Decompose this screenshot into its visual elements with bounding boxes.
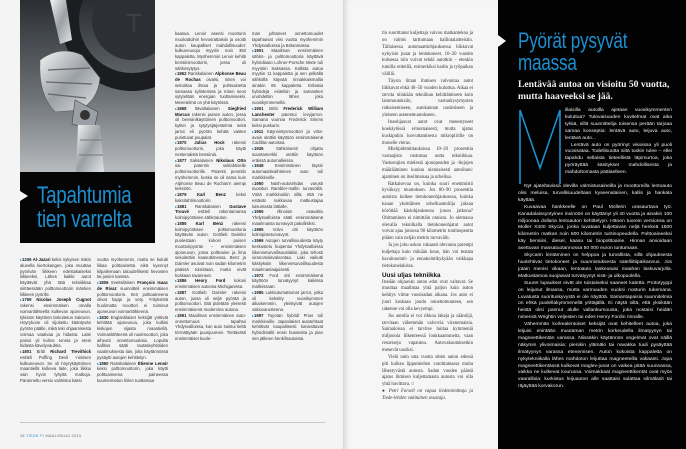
timeline-entry xyxy=(20,349,91,384)
timeline-text: rakensi kolmipyöräisen polttomoottoria käyttävän auton. Gottlieb Daimler puolestaan kokosi puisen moottoripyörän – ensimmäisen ajoneuvon, jossa polttoaine ja ilma sekoitettiin kaasuttimessa. Benz ja Daimler asuivat noin sadan kilometrin päässä toisistaan, mutta eivät koskaan tavanneet. xyxy=(175,220,246,278)
timeline-column-3 xyxy=(175,31,246,342)
bullet-arrow-icon: ▸ xyxy=(252,146,255,151)
bullet-arrow-icon: ▸ xyxy=(20,257,23,262)
timeline-entry xyxy=(252,31,323,48)
timeline-entry xyxy=(252,48,323,106)
article-paragraph: Itseohjaavat autot ovat menestyneet koekäytössä erinomaisesti, mutta ajatus kuskipukin luovuttamisesta mikropiirille on monelle vieras. xyxy=(382,119,473,146)
sidebar-paragraph: Skycarin lentäminen on helppoa ja turvallista, sillä ohjauksesta huolehtivat tietokoneet ja suunnistuksesta satelliittipaikannus. Jos jotain menisi vikaan, lentoauto laskeutuisi maahan laskuvarjolla. Matkustamoa suojaavat turvatyynyt sisä- ja ulkopuolella. xyxy=(518,253,672,279)
timeline-year: 1885 xyxy=(177,220,187,226)
article-paragraph: Mielipidemittauksissa 10–20 prosenttia vastaajista vastustaa uutta tekniikkaa. Vastustajien mielestä ajonopeuden ja -linjojen määrääminen kuuluu olennaisesti autoiluun: ajaminen on itseilmaisua ja urheilua. xyxy=(382,147,473,180)
timeline-column-1 xyxy=(20,257,91,384)
timeline-entry xyxy=(252,146,323,163)
drop-cap-letter: M xyxy=(518,108,519,109)
timeline-text: man johtaneet onnettomuudet tapahtuivat viisi vuotta myöhemmin Yhdysvalloissa ja Britanniassa. xyxy=(252,31,323,48)
timeline-entry xyxy=(175,106,246,141)
timeline-year: 1868 xyxy=(177,105,187,111)
timeline-entry xyxy=(175,140,246,157)
timeline-text: oivalsi, miten voi sekoittaa ilmaa ja polttoainetta samassa sylinterissä ja miten seos sytytetään energian tuottamiseksi. Menetelmä on yhä käytössä. xyxy=(175,77,246,105)
timeline-text: Maailman ensimmäinen auto-onnettomuus tapahtui Yhdysvalloissa, kun auto suistui tieltä törmättyään puunjuureen. Tiettävästi ensimmäiset kuole- xyxy=(175,312,246,341)
timeline-text: suunnitteli ensimmäisen polttomoottorin. Sen polttoaineena olivat happi ja vety. Yrityksistä huolimatta moottori ei toiminut ajoneuvon voimanlähteenä. xyxy=(97,285,168,314)
timeline-entry xyxy=(252,209,323,226)
author-byline: ● Petri Forsell on vapaa tiedetoimittaja ja Tiede-lehden vakituinen avustaja. xyxy=(382,389,473,401)
sidebar-notch-arrow xyxy=(498,35,506,47)
section-title-line2: tien varrelta xyxy=(37,205,132,233)
timeline-entry xyxy=(252,163,323,180)
timeline-column-2 xyxy=(97,257,168,384)
timeline-name: Henry Ford xyxy=(195,278,226,284)
timeline-entry xyxy=(97,361,168,384)
timeline-year: 1881 xyxy=(177,203,187,209)
timeline-text: keksi polttomoottorin, joka käytti polttoaineena paineessa kuumennetun hiilen tuottamaa xyxy=(97,366,168,383)
timeline-entry xyxy=(252,181,323,210)
bullet-arrow-icon: ▸ xyxy=(252,163,255,169)
bullet-arrow-icon: ▸ xyxy=(175,203,178,209)
bullet-arrow-icon: ▸ xyxy=(97,314,100,320)
timeline-entry xyxy=(20,297,91,349)
bullet-arrow-icon: ▸ xyxy=(175,278,178,284)
timeline-year: 1870 xyxy=(177,140,187,146)
article-paragraph: tin suorittanut kuljettaja valvoo matkantekoa ja on valmis tarttumaan hallintalaitteisiin. Tällaisessa automaattiohjauksessa liikkuvat nykyisin junat ja lentokoneet. 10–20 vuoden kuluessa niin voivat tehdä autotkin – etenkin tutuilla reiteillä, esimerkiksi kodin ja työpaikan välillä. xyxy=(382,31,473,78)
timeline-year: 1801 xyxy=(22,349,32,354)
timeline-name: Karl Benz xyxy=(196,192,226,197)
sidebar-intro-paragraph-2: Lentävä auto on pyörinyt visioissa yli puoli vuosisataa. Todellisuutta siitä tuskin tulee – ellei tapahdu sellaista tieteellistä läpimurtoa, joka pyöräyttää käsitykset mahdollisesta ja mahdottomasta päälaelleen. xyxy=(565,142,672,176)
timeline-text: patentoi levyjarrun. Samana vuonna Frederick Simms keksi puskurin. xyxy=(252,111,323,128)
bullet-arrow-icon: ▸ xyxy=(175,71,178,77)
article-paragraph: Ratkaisevaa on, kuinka suuri enemmistö hyväksyy muutoksen. Jos 80–90 prosenttia autoista kulkee tietokoneohjauksessa, kuinka kauan yksittäinen urheiluautoilija jaksaa köröttää käsiohjauksessa jonon jatkona? Ohittaminen ei nimittäin onnistu. Jo olemassa olevalla tekniikalla tietokoneohjatut autot voivat ajaa jonossa 90 kilometrin tuntinopeutta pitäen vain neljän metrin turvavälit. xyxy=(382,181,473,242)
bullet-arrow-icon: ▸ xyxy=(175,220,178,226)
article-paragraph: Ja jos joku uskoo vakaasti olevansa parempi kuljettaja kuin mikään kone, hän voi testata havainnointi- ja ennakointikykyään vaikkapa tietokonelakissa. xyxy=(382,243,473,269)
timeline-text: esitteli rakentamansa kolmipyöräisen sähköauton. xyxy=(175,209,246,220)
timeline-year: 1886 xyxy=(177,278,187,284)
timeline-text: kaasua. Lenoir asensi moottorin muokattuihin hevosrattaisiin ja osoitti auton kaupalliset mahdollisuudet: kulkuneuvoja myytiin noin 350 kappaletta. Myöhemmin Lenoir kehitti bensiinimoottorin, jossa oli sähkösytytys. xyxy=(175,31,246,71)
sidebar-paragraph: Kuvaavaa hankkeelle on Paul Mollerin urasaurtava työ. Kanadalaissyntyinen insinööri on käyttänyt yli 40 vuotta ja ainakin 100 miljoonaa dollaria lentoauton kehittelyyn. Hänen tuorein versionsa on Moller X400 Skycar, jonka luvataan kuljettavan neljä henkeä 1500 kilometrin matkan noin 600 kilometrin tuntinopeudella. Polttoaineeksi käy bensiini, diesel, kaasu tai biopolttoaine. Hinnan arvioidaan asettuvan massatuotannossa 50 000 euron tuntumaan. xyxy=(518,204,672,252)
bullet-arrow-icon: ▸ xyxy=(175,140,178,146)
timeline-text: Sähköisesti ohjattu suuntamerkki otettiin käyttöön eräissä automalleissa. xyxy=(252,146,323,163)
bullet-arrow-icon: ▸ xyxy=(252,128,255,134)
timeline-entry xyxy=(252,129,323,146)
timeline-text: Ranskalainen xyxy=(187,71,215,77)
timeline-text: Britti xyxy=(36,349,51,354)
timeline-text: rakensi polttomoottorin, joka käytti nestemäistä bensiiniä. xyxy=(175,140,247,157)
timeline-text: vuotta myöhemmin, mutta se kulutti liikaa polttoainetta eikä kyennyt kilpailemaan taloudellisesti hevosten tai junien kanssa. xyxy=(97,257,168,280)
timeline-entry xyxy=(97,257,168,280)
timeline-year: 1901 xyxy=(254,48,264,54)
timeline-entry xyxy=(175,158,246,193)
timeline-entry xyxy=(175,290,246,313)
sidebar-dark-panel xyxy=(498,0,686,449)
timeline-text: Saksalainen xyxy=(189,157,217,163)
bullet-arrow-icon: ▸ xyxy=(252,180,255,186)
timeline-entry xyxy=(252,227,323,239)
timeline-year: 1972 xyxy=(254,272,264,278)
footer-divider xyxy=(20,422,325,423)
timeline-entry xyxy=(97,280,168,315)
timeline-year: 1966 xyxy=(254,238,264,243)
timeline-year: 1901 xyxy=(254,105,264,111)
timeline-text: Ford otti ensimmäisenä käyttöön turvatyynyt kaikissa malleissaan. xyxy=(252,272,323,289)
timeline-year: 1887 xyxy=(177,289,187,295)
timeline-name: Richard Trevithick xyxy=(50,349,91,354)
bullet-arrow-icon: ▸ xyxy=(252,238,255,243)
timeline-year: 1879 xyxy=(177,192,187,197)
timeline-entry xyxy=(175,71,246,106)
timeline-year: 1935 xyxy=(254,146,264,151)
sidebar-paragraph: Vähemmän korkealentoiset keksijät ovat kehitelleet autoa, joka leijuisi enintään muutaman metrin korkeudella ilmatyynyn tai magneettikentän varassa. Niissäkin käytännön ongelmat ovat näillä näkymin ylivoimaisia: pienikin ylämäki tai navakka tuuli pysäyttää ilmatyynyn varassa etenemisen. Auton kokoista kappaletta on nykytekniikalla lähes mahdoton leijuttaa magneeteilla vakaasti. Jopa magneettikentässä kulkevat maglev-junat on vaikea pitää suunnassa, vaikka ne kulkevat kourussa. Voimakkaat magneettikentät ovat myös vaarallisia: kurkistus leijuauton alle saattaisi sulattaa silmälasit tai räjäyttää korvakorun. xyxy=(518,322,672,390)
sidebar-paragraph: Nyt ajateltavissa olevilla valmistusaineilla ja moottoreilla lentoauto olisi meluisa, turvallisuudeltaan kyseenalainen, kallis ja hankala käyttää. xyxy=(518,184,672,203)
sidebar-subtitle: Lentävää autoa on visioitu 50 vuotta, mutta haaveeksi se jää. xyxy=(518,79,670,102)
title-notch-arrow xyxy=(20,191,28,201)
svg-text:T: T xyxy=(126,8,142,38)
timeline-entry xyxy=(252,313,323,342)
timeline-text: Illinoisin osavaltio Yhdysvalloissa sääti ensimmäisenä maailmassa turvavyöt pakollisiksi. xyxy=(252,209,323,226)
timeline-year: 1877 xyxy=(177,157,187,163)
timeline-text: sai patentin nelitahtiselle polttomoottorille. Patentti peruttiin myöhemmin, koska se oli sama kuin Alphonse Beau de Rochas'n aiempi keksintö. xyxy=(175,163,246,192)
main-article-column xyxy=(382,31,473,403)
timeline-entry xyxy=(20,257,91,297)
timeline-year: 1948 xyxy=(254,163,264,169)
timeline-name: Nikolaus Otto xyxy=(216,157,246,163)
timeline-text: Ranskalainen xyxy=(110,360,138,366)
section-title-line1: Tapahtumia xyxy=(37,182,132,209)
article-paragraph: Täysin ilman ihmisen valvontaa autot liikkuvat ehkä 40–50 vuoden kuluttua. Aikaa ei tarvita niinkään tekniikan kehittämiseen kuin lainmuutoksiin, vastuukysymysten ratkaisemiseen, autokannan uusimiseen ja yleiseen asennemuutokseen. xyxy=(382,78,473,119)
timeline-year: 1911 xyxy=(254,128,264,134)
robot-hand-illustration xyxy=(20,0,155,172)
sidebar-title-line2: maassa xyxy=(518,49,577,75)
timeline-name: François Isaac de Rivaz xyxy=(97,280,168,291)
timeline-text: Toyotan hybridi Prius tuli markkinoille. Japanilaiset autotehtaat kehittivät kaupallisesti kannattavat hybridimallit ensin busseista ja pian sen jälkeen henkilöautoista. xyxy=(252,312,323,341)
bullet-arrow-icon: ▸ xyxy=(252,272,255,278)
timeline-entry xyxy=(175,221,246,279)
timeline-year: 1806 xyxy=(99,280,109,285)
timeline-entry xyxy=(252,290,323,313)
bullet-arrow-icon: ▸ xyxy=(252,105,255,111)
bullet-arrow-icon: ▸ xyxy=(175,157,178,163)
bullet-arrow-icon: ▸ xyxy=(175,192,178,197)
bullet-arrow-icon: ▸ xyxy=(175,105,178,111)
bullet-arrow-icon: ▸ xyxy=(252,48,255,54)
timeline-year: 1955 xyxy=(254,209,264,215)
bullet-arrow-icon: ▸ xyxy=(20,297,23,303)
timeline-year: 1985 xyxy=(254,289,264,295)
timeline-text: Maailman ensimmäinen sähkö- ja polttomoottoria käyttävä hybridiauto Lohner-Porsche Mixte tuli myyntiin Saksassa. Kallista autoa myytiin 11 kappaletta ja sen pelkällä sähköllä käyvää rinnakkaismallia ainakin 65 kappaletta. Erilaisia hybridejä esiteltiin ja samantien unohdettiin lähes joka vuosikymmenellä. xyxy=(252,48,323,105)
article-paragraph: Vielä noin sata vuotta sitten auton edessä piti kulkea lippumiehen varoittamassa muita lähestyvästä autosta. Sadan vuoden päästä ajatus ihmisen kuljettamasta autosta voi olla yhtä huvittava. ○ xyxy=(382,354,473,388)
timeline-text: Autojen turvallisuudesta käyty keskustelu huipentui Yhdysvalloissa liikenneturvallisuuslakiin, joka tehosti viranomaisvalvontaa. Laki vaikutti käsityksiin liikenneturvallisuudesta maailmanlaajuisesti. xyxy=(252,238,323,272)
timeline-text: Gottlieb Daimler rakensi auton, jossa oli neljä pyörää ja polttomoottori. Sitä pidetään yleisesti ensimmäisenä modernina autona. xyxy=(175,289,246,312)
timeline-text: rakensi ensimmäisen omalla voimanlähteellä kulkevan ajoneuvon, tykistön käyttöön tarkoitetun traktorin. Höyrykone oli sijoitettu kääntyvän pyörän päälle, mikä teki ohjaamisesta voimaa vaativaa ja hidasta. Laite painoi yli kolme tonnia ja eteni hidasta kävelyvauhtia. xyxy=(20,303,91,349)
timeline-text: keksi kaksitahtimoottorin. xyxy=(175,192,246,203)
timeline-year: 1830 xyxy=(99,314,109,320)
timeline-text: esitteli Puffing Devil -nimisen kulkuneuvon. Se oli höyrykäyttöinen maantiellä kulkeva laite, joka liikkui vain hyvin lyhyitä matkoja. Paranneltu versio valmistui kaksi xyxy=(20,354,91,383)
bullet-arrow-icon: ▸ xyxy=(252,312,255,318)
timeline-text: Lukkiutumattomat jarrut, jotka oli keksitty vuosikymmen aikaisemmin, yleistyivät autojen vakiovarusteena. xyxy=(252,289,323,312)
timeline-year: 1769 xyxy=(22,297,32,303)
footer-brand: TIEDE.FI xyxy=(26,434,45,438)
timeline-name: Frederick William Lanchester xyxy=(252,105,324,117)
timeline-entry xyxy=(175,192,246,204)
timeline-entry xyxy=(175,313,246,342)
sidebar-title-line1: Pyörät pysyvät xyxy=(518,28,628,53)
bullet-arrow-icon: ▸ xyxy=(175,312,178,318)
hero-image-robot-hand xyxy=(20,0,155,172)
timeline-name: Karl Benz xyxy=(195,220,224,226)
timeline-name: Siegfried Marcus xyxy=(175,105,246,117)
timeline-name: Nicolas Joseph Cugnot xyxy=(36,297,91,303)
timeline-entry xyxy=(97,315,168,361)
timeline-year: 1860 xyxy=(99,360,109,366)
timeline-text: Englantilaiset keksijät yrittivät kehittää ajoneuvoa, joka kulkisi kiskojen sijasta maantiellä. Voimanlähteenä oli ruutimoottori, joka aiheutti onnettomuuksia. Lopulta hallitus sääti rautatieyhtiöiden vaatimuksesta lain, joka käytännössä pysäytti autojen kehittelyn. xyxy=(97,314,168,360)
sidebar-intro xyxy=(565,108,672,177)
sidebar-paragraph: Suuret lupaukset eivät ole toistaiseksi saaneet katetta. Prototyyppi on leijunut ilmassa, mutta varmuuden vuoksi nosturin tukemana. Luvatusta suorituskyvystä ei ole näyttöä. Samantapaisia suunnitelmia on ehkä puolellakymmenellä yrittäjällä. Ei näytä siltä, että yksikään heistä olisi pannut alulle vallankumousta, joka nostaisi heidän nimensä Wrightin veljesten tai edes Henry Fordin rinnalle. xyxy=(518,280,672,321)
article-paragraph: Itseään ohjaavan auton edut ovat valtavat. Se muuttaa maailmaa yhtä paljon kuin auton kehitys viime vuosisadan aikana. Jos auto ei juuri koskaan joudu onnettomuuteen, sen rakenne voi olla kevyempi. xyxy=(382,279,473,312)
timeline-text: Käynnistysmoottori ja virta-avain otettiin käyttöön ensimmäisenä Cadillac-autoissa. xyxy=(252,128,323,146)
timeline-entry xyxy=(175,204,246,221)
article-subheading: Uusi uljas tekniikka xyxy=(382,271,441,279)
sidebar-body xyxy=(518,184,672,391)
timeline-entry xyxy=(175,31,246,71)
timeline-year: 1206 xyxy=(22,257,32,262)
timeline-text: keksi nykyisen Irakin alueella kiertokangen, joka muuttaa pyörivän liikkeen edestakaiseksi liikkeeksi. Lähes kaikki autot käyttävät yhä tätä tekniikkaa siirtäessään polttomoottorin mäntien liikkeen pyörille. xyxy=(20,257,91,297)
timeline-column-4 xyxy=(252,31,323,342)
timeline-name: Étienne Lenoir xyxy=(137,360,168,366)
bullet-arrow-icon: ▸ xyxy=(97,360,100,366)
page-number: 28 xyxy=(20,434,25,438)
section-title xyxy=(37,184,132,231)
timeline-year: 1891 xyxy=(177,312,187,318)
bullet-arrow-icon: ▸ xyxy=(252,209,255,215)
timeline-year: 1862 xyxy=(177,71,187,77)
bullet-arrow-icon: ▸ xyxy=(175,289,178,295)
bullet-arrow-icon: ▸ xyxy=(252,289,255,295)
timeline-year: 1965 xyxy=(254,226,264,232)
timeline-text: Nash-autotehdas varusti suositun Rambler-mallin turvavöillä. Vöitä markkinoitiin sillä, että ne estävät nukkuvaa matkustajaa luisumasta lattialle. xyxy=(252,180,323,209)
timeline-text: rakensi puisen auton, jossa oli bensiinikäyttöinen polttomoottori, kytkin ja sytytysjärjestelmä sekä jarrut eli pyörän kehää vasten puristuvat puupalat. xyxy=(175,111,246,140)
timeline-name: Al-Jazari xyxy=(32,257,51,262)
page-footer xyxy=(20,434,81,438)
timeline-text: Itävaltalainen xyxy=(194,105,228,111)
article-paragraph: Jos autolla ei voi rikkoa lakeja ja sääntöjä, tarvitaan vähemmän valvovia viranomaisia. Sairaaloissa ei tarvitse hoitaa kymmeniä miljoonia liikenteessä loukkaantuneita, vaan resursseja vapautuu. Autovakuutuksetkin menevät uusiksi. xyxy=(382,313,473,353)
timeline-text: Britti xyxy=(269,105,284,111)
bullet-arrow-icon: ▸ xyxy=(20,349,23,354)
timeline-text: Ensimmäinen täysin automaattivaihteinen auto tuli markkinoille. xyxy=(252,163,324,180)
timeline-year: 1997 xyxy=(254,312,264,318)
timeline-entry xyxy=(252,273,323,290)
bullet-arrow-icon: ▸ xyxy=(97,280,100,285)
timeline-name: Julius Hock xyxy=(194,140,225,146)
timeline-year: 1950 xyxy=(254,180,264,186)
timeline-text: Volvo otti käyttöön kolmipisteturvavyöt. xyxy=(252,226,323,238)
timeline-name: Gustave Trouvé xyxy=(175,203,247,215)
section-title-box xyxy=(20,172,155,243)
timeline-text: Ranskalainen xyxy=(194,203,230,209)
sidebar-intro-paragraph: illaisilla autoilla ajetaan vuosikymmenten kuluttua? Tulevaisuuden kuvitelmat ovat aika tylsiä, sillä suunnittelija toisensa perään tarjoaa samaa konseptia: lentävä auto, leijuva auto, lentävä auto... xyxy=(565,108,672,141)
timeline-text: Sveitsiläinen xyxy=(110,280,138,285)
timeline-entry xyxy=(252,238,323,273)
timeline-entry xyxy=(175,278,246,290)
footer-issue: MAALISKUU 2013 xyxy=(45,434,82,438)
sidebar-title xyxy=(518,30,627,73)
bullet-arrow-icon: ▸ xyxy=(252,226,255,232)
timeline-text: kokosi ensimmäisen autonsa Michiganissa. xyxy=(175,278,246,289)
timeline-name: Alphonse Beau de Rochas xyxy=(175,71,247,82)
timeline-entry xyxy=(252,106,323,129)
drop-cap-m xyxy=(518,108,562,186)
